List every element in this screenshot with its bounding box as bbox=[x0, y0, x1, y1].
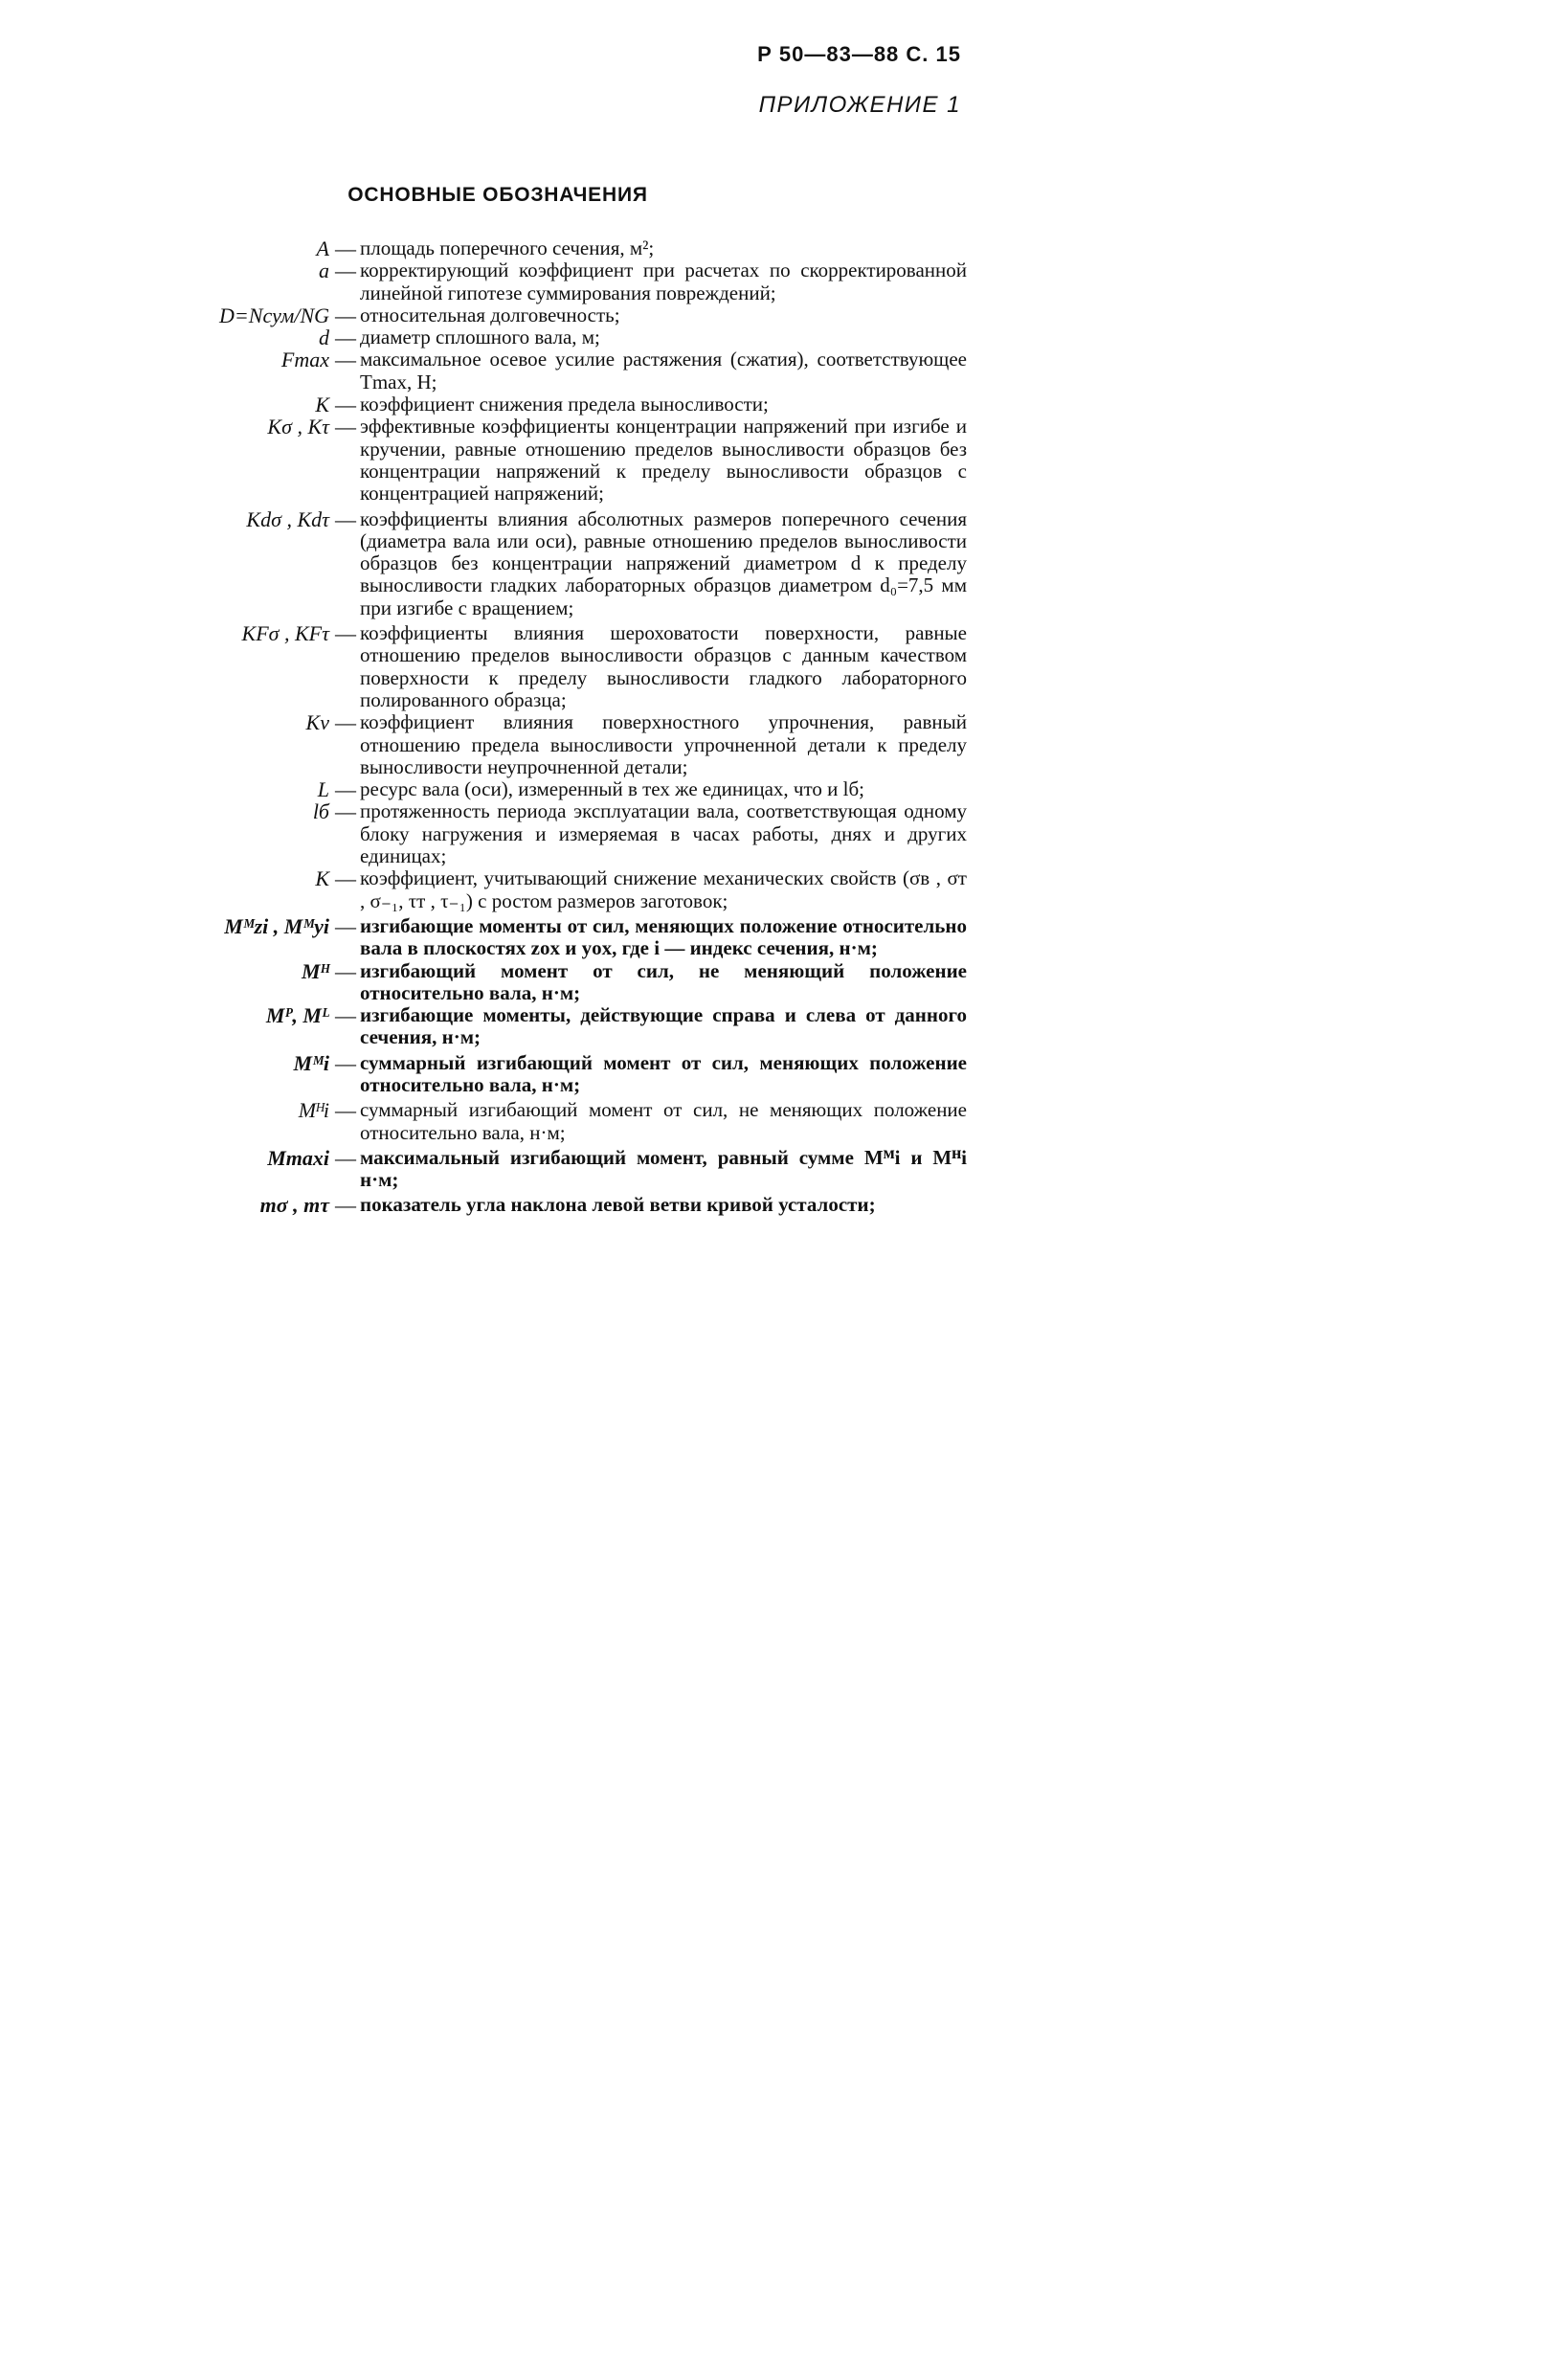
dash-separator: — bbox=[335, 303, 356, 327]
definition-text: диаметр сплошного вала, м; bbox=[360, 326, 600, 349]
definition-text: относительная долговечность; bbox=[360, 303, 620, 326]
dash-separator: — bbox=[335, 506, 356, 531]
dash-separator: — bbox=[335, 236, 356, 260]
dash-separator: — bbox=[335, 415, 356, 439]
definition-symbol: a bbox=[319, 258, 329, 283]
definition-text: коэффициенты влияния абсолютных размеров поперечного сечения (диаметра вала или оси), равные отношению пределов выносливости образцов без концентрации напряжений диаметром d к пределу выносливости гладких лабораторных образцов диаметром d₀=7,5 мм при изгибе с вращением; bbox=[360, 506, 967, 619]
definition-symbol: Fmax bbox=[280, 348, 329, 372]
definition-row bbox=[144, 348, 967, 393]
definition-text: суммарный изгибающий момент от сил, меняющих положение относительно вала, н·м; bbox=[360, 1050, 967, 1096]
definition-symbol: lб bbox=[312, 799, 329, 824]
definition-row bbox=[144, 778, 967, 800]
definition-row bbox=[144, 622, 967, 711]
definition-text: протяженность периода эксплуатации вала, соответствующая одному блоку нагружения и измеряемая в часах работы, днях и других единицах; bbox=[360, 799, 967, 868]
definition-text: коэффициент влияния поверхностного упрочнения, равный отношению предела выносливости упрочненной детали к пределу выносливости неупрочненной детали; bbox=[360, 710, 967, 778]
definition-symbol: d bbox=[319, 326, 329, 350]
definition-row bbox=[144, 326, 967, 348]
definition-row bbox=[144, 259, 967, 304]
definition-text: максимальный изгибающий момент, равный сумме Mᴹi и Mᴴi н·м; bbox=[360, 1145, 967, 1192]
dash-separator: — bbox=[335, 326, 356, 350]
dash-separator: — bbox=[335, 777, 356, 802]
definition-row bbox=[144, 800, 967, 867]
dash-separator: — bbox=[335, 258, 356, 283]
dash-separator: — bbox=[335, 1098, 356, 1123]
definition-text: коэффициент снижения предела выносливости; bbox=[360, 393, 769, 416]
definition-text: изгибающие моменты от сил, меняющих положение относительно вала в плоскостях zox и yox, где i — индекс сечения, н·м; bbox=[360, 913, 967, 960]
definition-row bbox=[144, 1099, 967, 1144]
definition-text: суммарный изгибающий момент от сил, не меняющих положение относительно вала, н·м; bbox=[360, 1098, 967, 1144]
definition-symbol: KFσ , KFτ bbox=[241, 621, 329, 646]
dash-separator: — bbox=[335, 710, 356, 735]
definition-symbol: Kσ , Kτ bbox=[267, 415, 329, 439]
definition-symbol: Kv bbox=[305, 710, 329, 735]
definition-symbol: Kdσ , Kdτ bbox=[246, 506, 329, 531]
definition-text: корректирующий коэффициент при расчетах по скорректированной линейной гипотезе суммирования повреждений; bbox=[360, 258, 967, 304]
definition-text: максимальное осевое усилие растяжения (сжатия), соответствующее Tmax, Н; bbox=[360, 348, 967, 393]
definition-symbol: K bbox=[315, 393, 329, 417]
dash-separator: — bbox=[335, 913, 356, 938]
definition-text: показатель угла наклона левой ветви кривой усталости; bbox=[360, 1193, 876, 1217]
definition-symbol: Mᴴ bbox=[301, 958, 329, 983]
page-title: ОСНОВНЫЕ ОБОЗНАЧЕНИЯ bbox=[347, 184, 648, 206]
dash-separator: — bbox=[335, 799, 356, 824]
definition-symbol: Mᴹi bbox=[293, 1050, 329, 1075]
dash-separator: — bbox=[335, 1145, 356, 1170]
definition-row bbox=[144, 1147, 967, 1192]
definition-symbol: mσ , mτ bbox=[259, 1193, 329, 1218]
definition-symbol: L bbox=[317, 777, 329, 802]
definition-row bbox=[144, 304, 967, 326]
definition-row bbox=[144, 1194, 967, 1216]
appendix-label: ПРИЛОЖЕНИЕ 1 bbox=[758, 92, 961, 118]
definition-text: площадь поперечного сечения, м²; bbox=[360, 236, 655, 259]
definition-symbol: A bbox=[316, 236, 329, 260]
dash-separator: — bbox=[335, 621, 356, 646]
definition-row bbox=[144, 867, 967, 912]
definition-symbol: Mmaxi bbox=[267, 1145, 329, 1170]
definition-row bbox=[144, 1004, 967, 1049]
definition-symbol: Mᴴi bbox=[298, 1098, 329, 1123]
document-code: Р 50—83—88 С. 15 bbox=[757, 42, 961, 66]
definition-row bbox=[144, 237, 967, 259]
definition-text: изгибающие моменты, действующие справа и слева от данного сечения, н·м; bbox=[360, 1003, 967, 1049]
definition-row bbox=[144, 960, 967, 1005]
definition-text: коэффициенты влияния шероховатости поверхности, равные отношению пределов выносливости образцов с данным качеством поверхности к пределу выносливости гладкого лабораторного полированного образца; bbox=[360, 621, 967, 711]
definition-text: изгибающий момент от сил, не меняющий положение относительно вала, н·м; bbox=[360, 958, 967, 1004]
dash-separator: — bbox=[335, 348, 356, 372]
dash-separator: — bbox=[335, 866, 356, 891]
dash-separator: — bbox=[335, 1193, 356, 1218]
definition-text: ресурс вала (оси), измеренный в тех же единицах, что и lб; bbox=[360, 777, 864, 801]
dash-separator: — bbox=[335, 958, 356, 983]
dash-separator: — bbox=[335, 1003, 356, 1028]
definition-symbol: K bbox=[315, 866, 329, 891]
definition-text: эффективные коэффициенты концентрации напряжений при изгибе и кручении, равные отношению пределов выносливости образцов без концентрации напряжений к пределу выносливости образцов с концентрацией напряжений; bbox=[360, 415, 967, 506]
definition-row bbox=[144, 508, 967, 619]
definition-symbol: Mᴾ, Mᴸ bbox=[265, 1003, 329, 1028]
definition-text: коэффициент, учитывающий снижение механических свойств (σв , σт , σ₋₁, τт , τ₋₁) с ростом размеров заготовок; bbox=[360, 866, 967, 912]
definition-row bbox=[144, 915, 967, 960]
dash-separator: — bbox=[335, 1050, 356, 1075]
definition-row bbox=[144, 416, 967, 505]
definition-row bbox=[144, 711, 967, 778]
definition-symbol: D=Nсум/NG bbox=[219, 303, 329, 327]
dash-separator: — bbox=[335, 393, 356, 417]
definitions-list bbox=[144, 237, 967, 1217]
definition-row bbox=[144, 1052, 967, 1097]
definition-symbol: Mᴹzi , Mᴹyi bbox=[224, 913, 329, 938]
definition-row bbox=[144, 393, 967, 416]
